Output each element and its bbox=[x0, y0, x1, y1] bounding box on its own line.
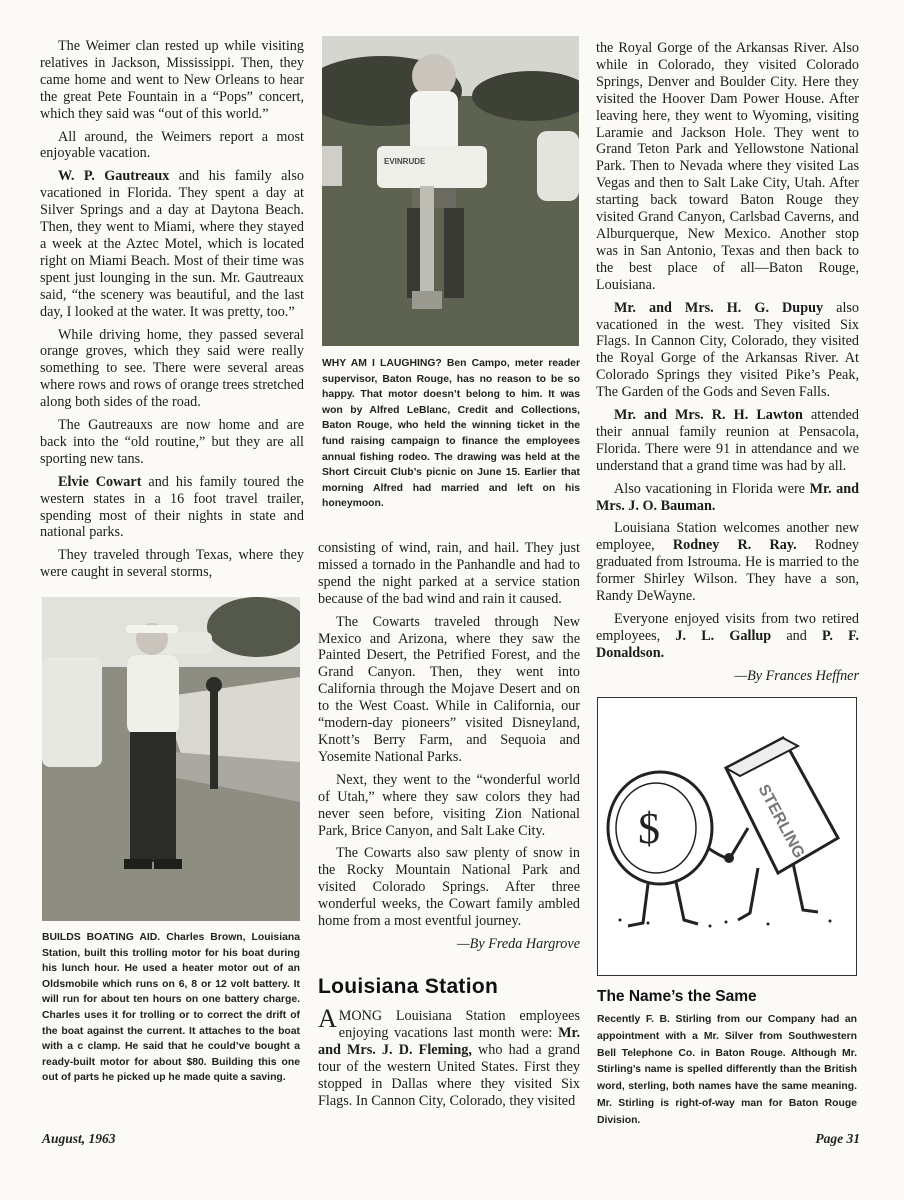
paragraph-retired: Everyone enjoyed visits from two retired employees, J. L. Gallup and P. F. Donaldson. bbox=[596, 611, 859, 661]
silver-coin-character bbox=[608, 772, 728, 926]
paragraph-bauman: Also vacationing in Florida were Mr. and Mrs. J. O. Bauman. bbox=[596, 480, 860, 514]
paragraph-lawton: Mr. and Mrs. R. H. Lawton attended their annual family reunion at Pensacola, Florida. There were 91 in attendance and we understand that a grand time was had by all. bbox=[596, 407, 859, 474]
paragraph-royal-gorge: the Royal Gorge of the Arkansas River. Also while in Colorado, they visited Colorado Springs, Denver and Boulder City. Here they visited the Hoover Dam Power House. After leaving here, they went to Wyoming, visiting Laramie and Jackson Hole. They went to Grand Teton Park and Yellowstone National Park. Then to Nevada where they visited Las Vegas and then to Salt Lake City, Utah. After starting back toward Baton Rouge they visited Grand Canyon, Carlsbad Caverns, and Alburquerque, New Mexico. Another stop was in San Antonio, Texas and then back to the best place of all—Baton Rouge, Louisiana. bbox=[596, 40, 859, 293]
paragraph-orange-groves: While driving home, they passed several orange groves, which they said were really something to see. There were several areas where rows and rows of orange trees stretched along both sides of the road. bbox=[40, 326, 304, 411]
footer-date: August, 1963 bbox=[42, 1131, 116, 1146]
paragraph-gautreauxs-home: The Gautreauxs are now home and are back into the “old routine,” but they are all sporting new tans. bbox=[40, 417, 304, 467]
byline-hargrove: —By Freda Hargrove bbox=[457, 935, 580, 952]
photo-laughing-man bbox=[322, 36, 579, 346]
photo-boat-man bbox=[42, 597, 300, 921]
bar-word: STERLING bbox=[754, 781, 808, 862]
byline-heffner: —By Frances Heffner bbox=[734, 667, 859, 684]
paragraph-dupuy: Mr. and Mrs. H. G. Dupuy also vacationed in the west. They visited Six Flags. In Cannon City, Colorado, they visited the Royal Gorge of the Arkansas River. At Colorado Springs they visited Pike’s Peak, The Garden of the Gods and Seven Falls. bbox=[596, 299, 859, 401]
paragraph-texas: They traveled through Texas, where they were caught in several storms, bbox=[40, 547, 304, 581]
paragraph-storms: consisting of wind, rain, and hail. They just missed a tornado in the Panhandle and had to spend the night parked at a service station because of the bad wind and rain it caused. bbox=[318, 540, 580, 607]
paragraph-rocky-mountain: The Cowarts also saw plenty of snow in the Rocky Mountain National Park and visited Colorado Springs. After three wonderful weeks, the Cowart family ambled home from a most eventful journey. bbox=[318, 845, 580, 930]
paragraph-cowart: Elvie Cowart and his family toured the western states in a 16 foot travel trailer, spending most of their nights in state and national parks. bbox=[40, 473, 304, 541]
names-same-title: The Name’s the Same bbox=[597, 988, 757, 1005]
name-fleming: Mr. and Mrs. J. D. Fleming, bbox=[318, 1024, 580, 1058]
paragraph-weimer-report: All around, the Weimers report a most enjoyable vacation. bbox=[40, 128, 304, 162]
names-same-body: Recently F. B. Stirling from our Company had an appointment with a Mr. Silver from Southwestern Bell Telephone Co. in Baton Rouge. Although Mr. Stirling’s name is spelled differently than the British word, sterling, both names have the same meaning. Mr. Stirling is right-of-way man for Baton Rouge Division. bbox=[597, 1014, 857, 1126]
paragraph-fleming: AMONG Louisiana Station employees enjoying vacations last month were: Mr. and Mrs. J. D. Fleming, who had a grand tour of the western United States. First they stopped in Dallas where they visited Six Flags. In Cannon City, Colorado, they visited bbox=[318, 1004, 580, 1109]
paragraph-ray: Louisiana Station welcomes another new employee, Rodney R. Ray. Rodney graduated from Istrouma. He is married to the former Shirley Wilson. They have a son, Randy DeWayne. bbox=[596, 520, 859, 605]
section-heading-louisiana: Louisiana Station bbox=[318, 975, 499, 998]
column-middle bbox=[318, 540, 580, 959]
paragraph-utah: Next, they went to the “wonderful world of Utah,” where they saw colors they had never seen before, visiting Zion National Park, Brice Canyon, and Salt Lake City. bbox=[318, 771, 580, 839]
caption-laughing: WHY AM I LAUGHING? Ben Campo, meter reader supervisor, Baton Rouge, has no reason to be so happy. That motor doesn’t belong to him. It was won by Alfred LeBlanc, Credit and Collections, Baton Rouge, who held the winning ticket in the fund raising campaign to finance the employees annual fishing rodeo. The drawing was held at the Short Circuit Club’s picnic on June 15. Earlier that morning Alfred had married and left on his honeymoon. bbox=[322, 358, 580, 510]
footer-page-number: Page 31 bbox=[815, 1131, 860, 1146]
louisiana-intro bbox=[318, 1004, 580, 1115]
sterling-bar-character bbox=[726, 738, 838, 920]
motor-brand-label: EVINRUDE bbox=[384, 157, 426, 166]
paragraph-gautreaux: W. P. Gautreaux and his family also vacationed in Florida. They spent a day at Silver Springs and a day at Daytona Beach. Then, they went to Miami, where they stayed a week at the Aztec Motel, which is located right on Miami Beach. Most of their time was spent just lounging in the sun. Mr. Gautreaux said, “the scenery was beautiful, and the last day, I looked at the water. It was pretty, too.” bbox=[40, 168, 304, 320]
name-gautreaux: W. P. Gautreaux bbox=[58, 168, 170, 185]
cartoon-coin-sterling bbox=[597, 697, 857, 976]
name-cowart: Elvie Cowart bbox=[58, 473, 142, 490]
caption-boating: BUILDS BOATING AID. Charles Brown, Louisiana Station, built this trolling motor for his boat during his lunch hour. He used a heater motor out of an Oldsmobile which runs on 6, 8 or 12 volt battery. It will run for about ten hours on one battery charge. Charles uses it for trolling or to correct the drift of the boat against the current. It attaches to the boat with a c clamp. He said that he could’ve bought a ready-built motor for about $80. Building this one out of parts he picked up he made quite a saving. bbox=[42, 932, 300, 1084]
column-right bbox=[596, 40, 859, 691]
column-left bbox=[40, 38, 304, 587]
paragraph-weimer: The Weimer clan rested up while visiting relatives in Jackson, Mississippi. Then, they came home and went to New Orleans to hear the great Pete Fountain in a “Pops” concert, which they said was “out of this world.” bbox=[40, 38, 304, 122]
drop-cap: A bbox=[318, 1004, 337, 1033]
paragraph-new-mexico: The Cowarts traveled through New Mexico and Arizona, where they saw the Painted Desert, the Petrified Forest, and the Grand Canyon. Then, they went into California through the Mojave Desert and on to the West Coast. While in California, our “modern-day pioneers” visited Disneyland, Knott’s Berry Farm, and Sequoia and Yosemite National Parks. bbox=[318, 613, 580, 765]
svg-text:$: $ bbox=[638, 804, 660, 853]
